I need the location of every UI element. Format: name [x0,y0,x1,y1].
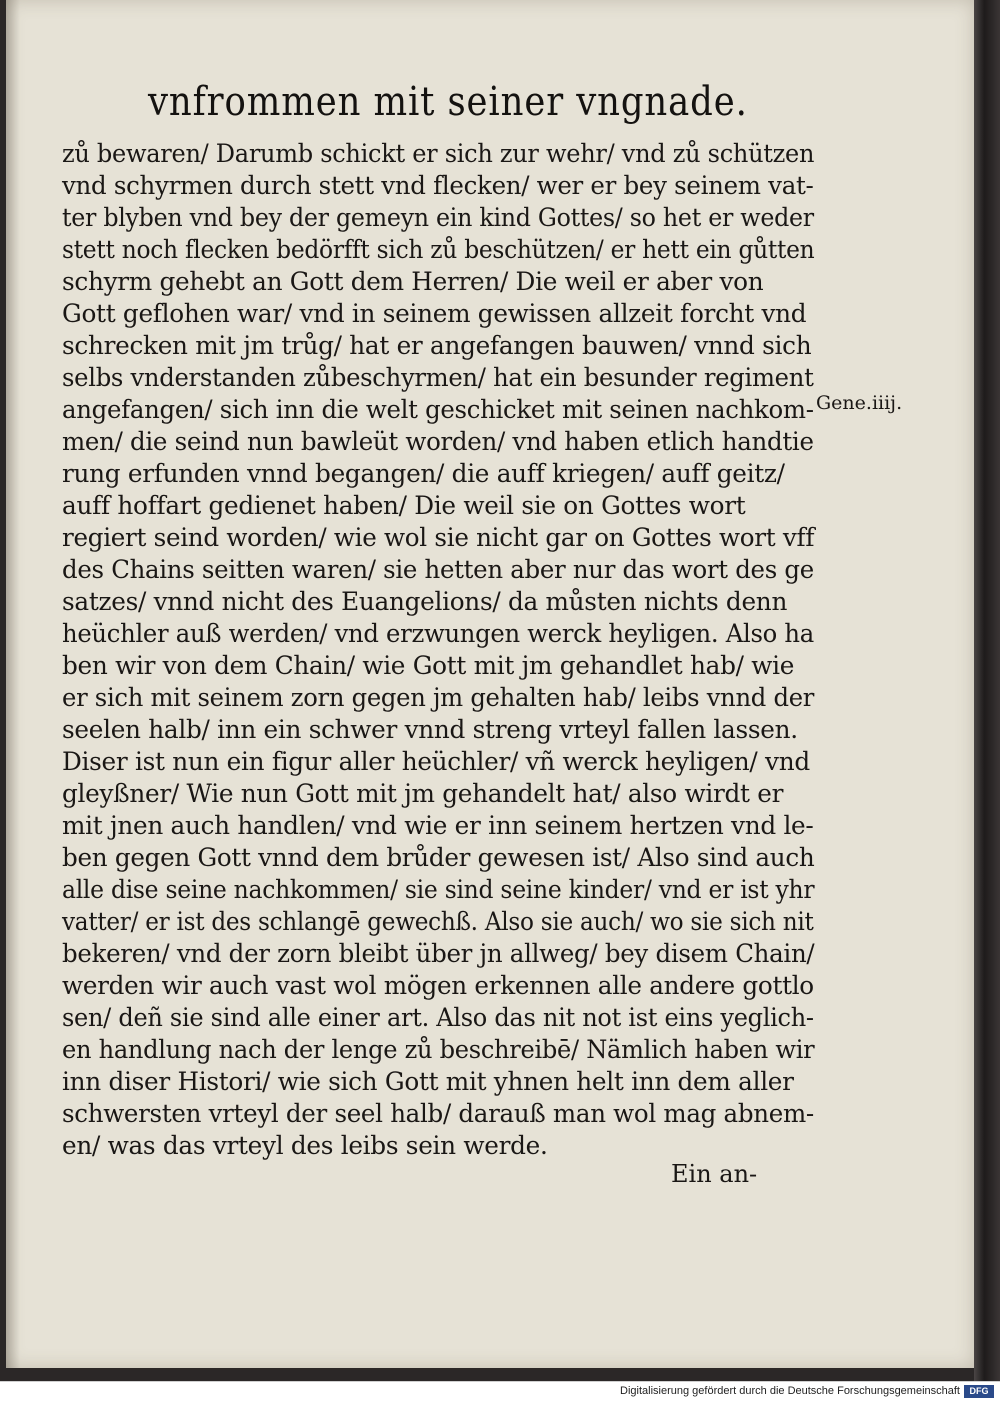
text-line: zů bewaren/ Darumb schickt er sich zur wehr/ vnd zů schützen [62,139,815,168]
text-line: ben gegen Gott vnnd dem brůder gewesen ist/ Also sind auch [62,843,815,872]
dfg-logo: DFG [964,1385,994,1398]
text-line: er sich mit seinem zorn gegen jm gehalten hab/ leibs vnnd der [62,683,815,712]
text-line: gleyßner/ Wie nun Gott mit jm gehandelt hat/ also wirdt er [62,779,784,808]
text-line: satzes/ vnnd nicht des Euangelions/ da můsten nichts denn [62,587,788,616]
footer-credit: Digitalisierung gefördert durch die Deutsche Forschungsgemeinschaft [620,1385,960,1397]
footer-bar [0,1381,1000,1402]
text-line: inn diser Histori/ wie sich Gott mit yhnen helt inn dem aller [62,1067,794,1096]
text-line: vatter/ er ist des schlangē gewechß. Also sie auch/ wo sie sich nit [62,907,814,936]
text-line: Diser ist nun ein figur aller heüchler/ vñ werck heyligen/ vnd [62,747,810,776]
text-line: vnd schyrmen durch stett vnd flecken/ wer er bey seinem vat- [62,171,814,200]
text-line: werden wir auch vast wol mögen erkennen alle andere gottlo [62,971,814,1000]
text-line: mit jnen auch handlen/ vnd wie er inn seinem hertzen vnd le- [62,811,814,840]
text-line: regiert seind worden/ wie wol sie nicht gar on Gottes wort vff [62,523,815,552]
catchword: Ein an- [671,1160,758,1188]
text-line: Gott geflohen war/ vnd in seinem gewissen allzeit forcht vnd [62,299,807,328]
text-line: sen/ deñ sie sind alle einer art. Also das nit not ist eins yeglich- [62,1003,814,1032]
text-line: stett noch flecken bedörfft sich zů beschützen/ er hett ein gůtten [62,235,815,264]
text-line: seelen halb/ inn ein schwer vnnd streng vrteyl fallen lassen. [62,715,798,744]
body-text [62,138,822,1162]
marginal-note: Gene.iiij. [816,392,903,414]
text-line: des Chains seitten waren/ sie hetten aber nur das wort des ge [62,555,814,584]
text-line: angefangen/ sich inn die welt geschicket mit seinen nachkom- [62,395,814,424]
text-line: schwersten vrteyl der seel halb/ darauß man wol mag abnem- [62,1099,814,1128]
book-page [6,0,974,1368]
page-headline: vnfrommen mit seiner vngnade. [148,79,748,125]
text-line: schyrm gehebt an Gott dem Herren/ Die weil er aber von [62,267,764,296]
text-line: selbs vnderstanden zůbeschyrmen/ hat ein besunder regiment [62,363,814,392]
text-line: auff hoffart gedienet haben/ Die weil sie on Gottes wort [62,491,746,520]
text-line: ben wir von dem Chain/ wie Gott mit jm gehandlet hab/ wie [62,651,795,680]
text-line: bekeren/ vnd der zorn bleibt über jn allweg/ bey disem Chain/ [62,939,815,968]
text-line: men/ die seind nun bawleüt worden/ vnd haben etlich handtie [62,427,814,456]
book-edge [974,0,1000,1381]
text-line: alle dise seine nachkommen/ sie sind seine kinder/ vnd er ist yhr [62,875,815,904]
text-line: en/ was das vrteyl des leibs sein werde. [62,1131,548,1160]
text-line: ter blyben vnd bey der gemeyn ein kind Gottes/ so het er weder [62,203,814,232]
text-line: heüchler auß werden/ vnd erzwungen werck heyligen. Also ha [62,619,814,648]
text-line: en handlung nach der lenge zů beschreibē/ Nämlich haben wir [62,1035,815,1064]
text-line: schrecken mit jm trůg/ hat er angefangen bauwen/ vnnd sich [62,331,812,360]
text-line: rung erfunden vnnd begangen/ die auff kriegen/ auff geitz/ [62,459,785,488]
